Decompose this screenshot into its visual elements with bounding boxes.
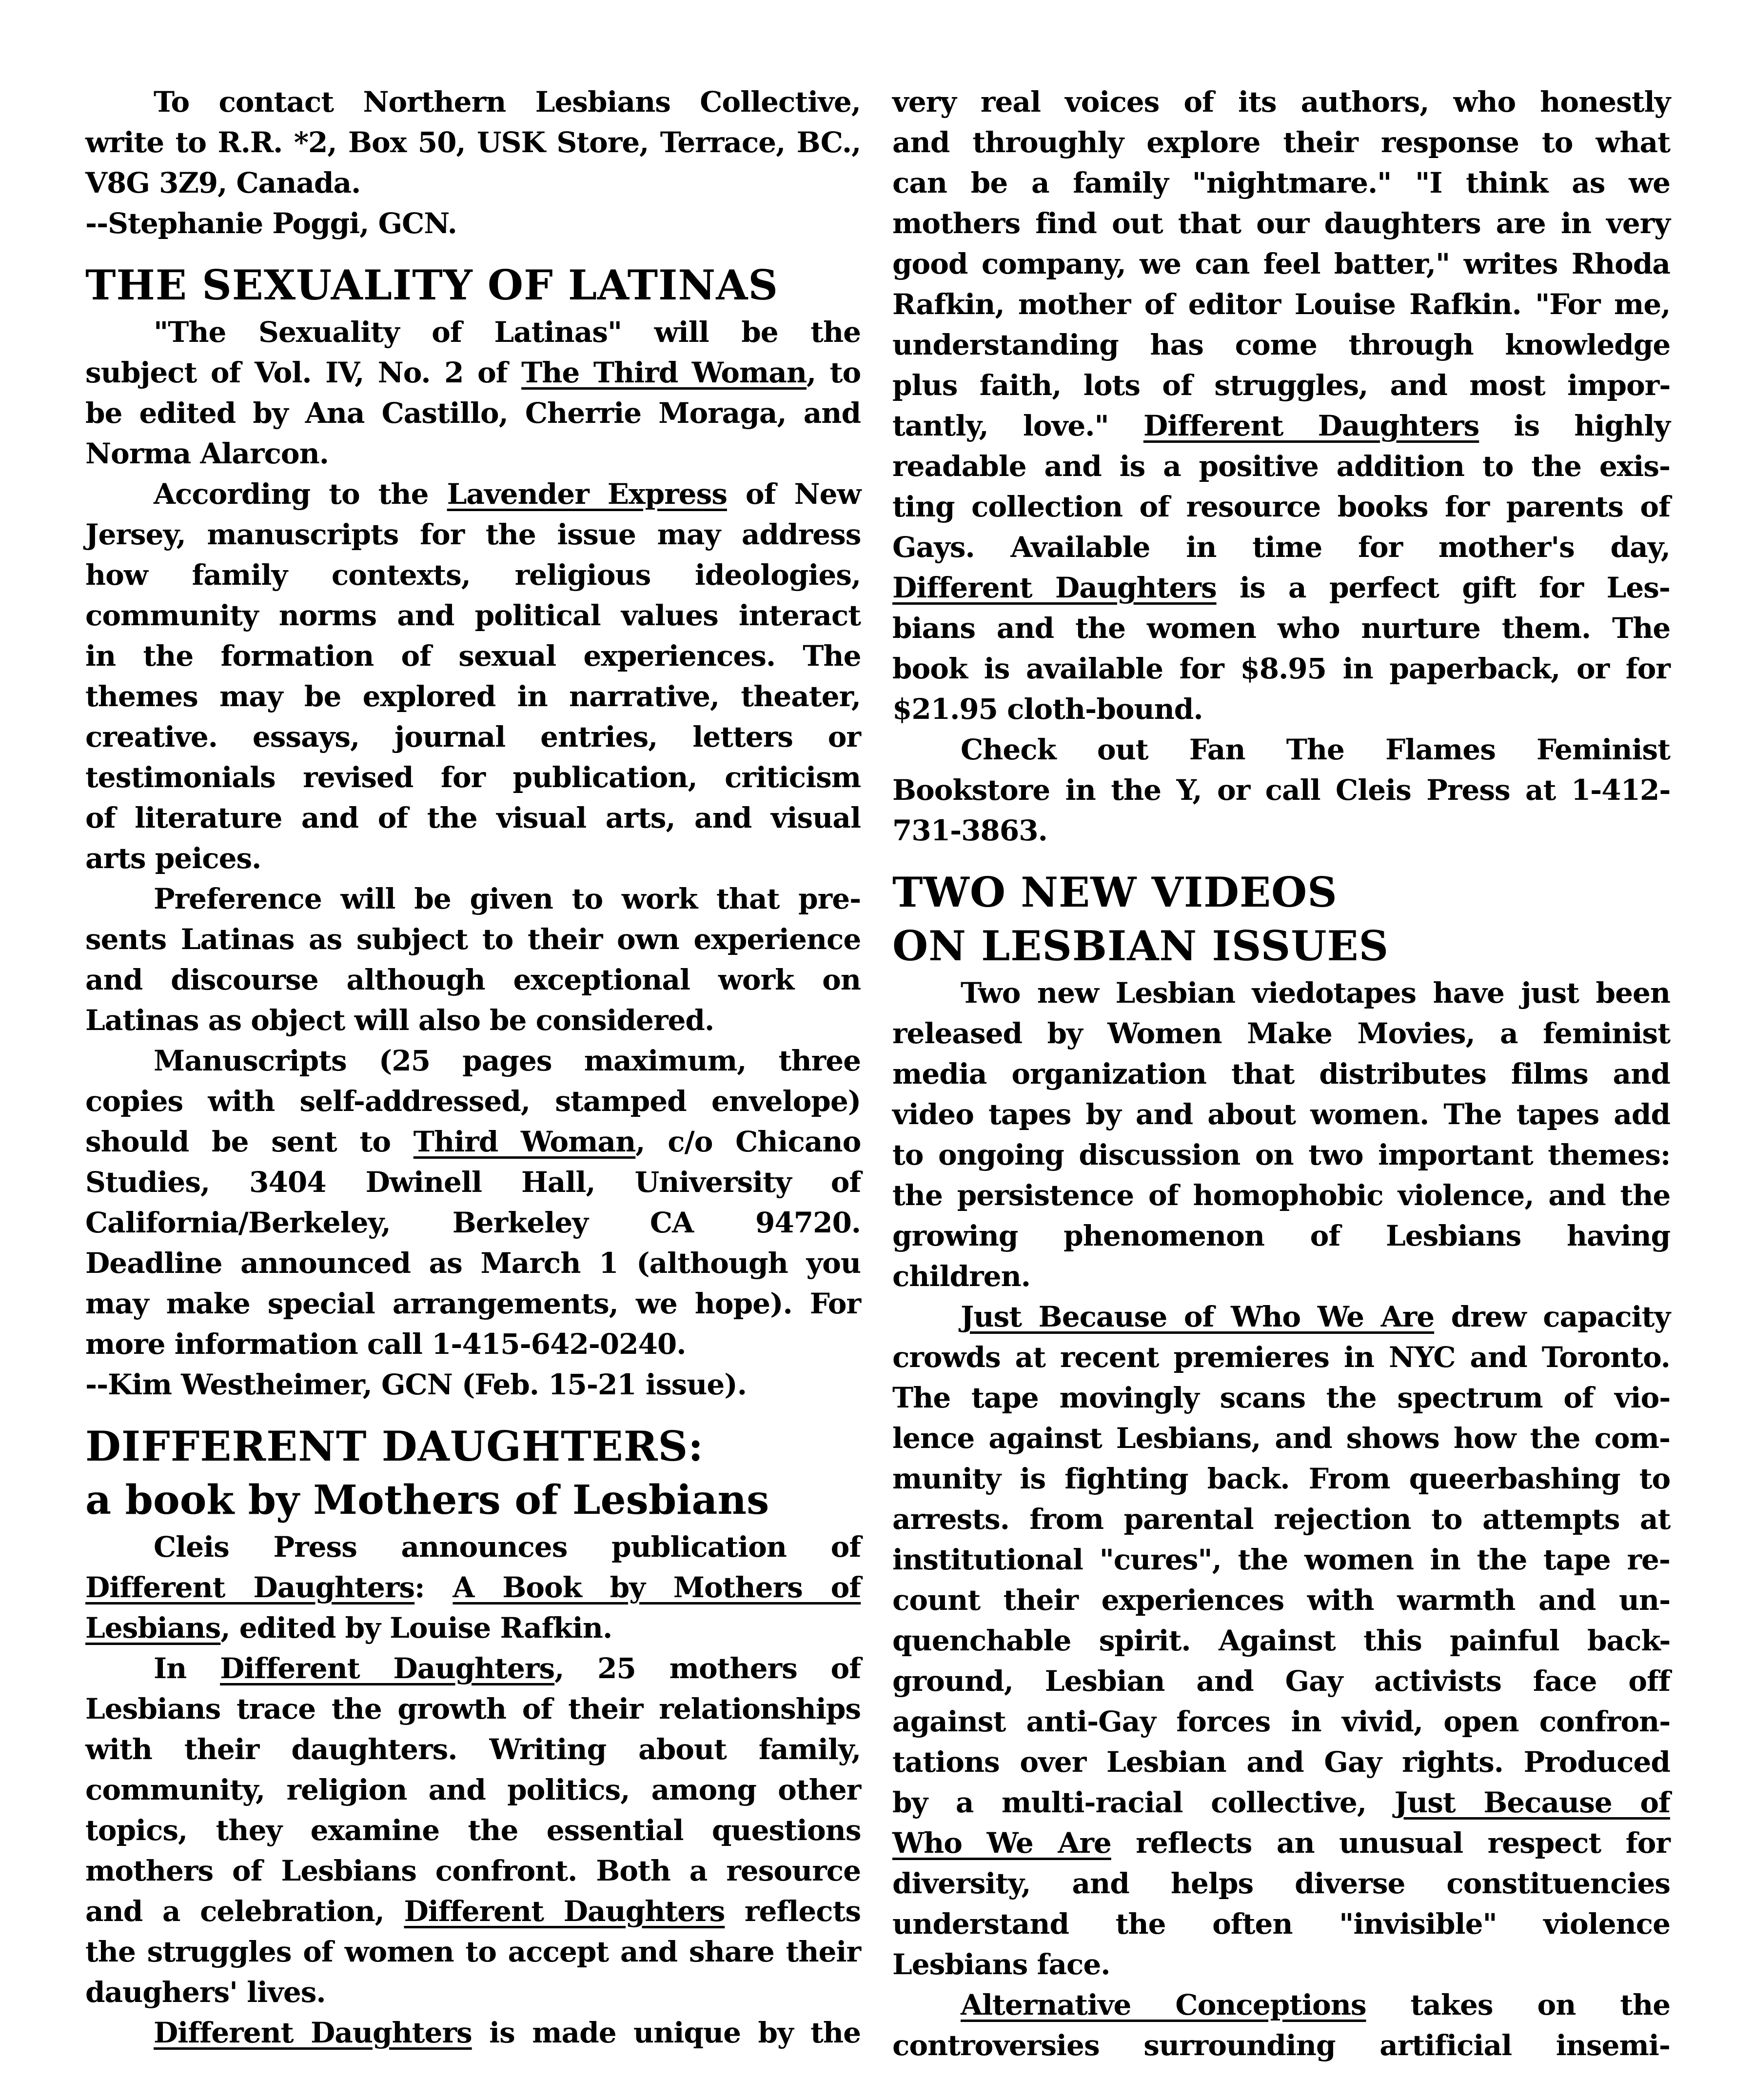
- text-line: the struggles of women to accept and share their: [85, 1935, 861, 1968]
- text-line: Bookstore in the Y, or call Cleis Press at 1-412-: [892, 773, 1671, 807]
- text-run: , 25 mothers of: [554, 1652, 861, 1685]
- text-run: , edited by Louise Rafkin.: [220, 1611, 612, 1644]
- text-line: quenchable spirit. Against this painful back-: [892, 1624, 1671, 1657]
- video-title: Just Because of: [1394, 1786, 1670, 1819]
- text-line: The tape movingly scans the spectrum of vio-: [892, 1381, 1671, 1414]
- text-line: [892, 568, 1670, 608]
- text-line: Lesbians face.: [892, 1948, 1110, 1981]
- text-line: mothers of Lesbians confront. Both a resource: [85, 1854, 861, 1887]
- article-heading-latinas: THE SEXUALITY OF LATINAS: [85, 261, 779, 309]
- text-line: count their experiences with warmth and un-: [892, 1584, 1671, 1617]
- right-column: [892, 82, 1670, 2066]
- text-run: In: [154, 1652, 220, 1685]
- text-line: Rafkin, mother of editor Louise Rafkin. "For me,: [892, 288, 1671, 321]
- text-run: by a multi-racial collective,: [892, 1786, 1395, 1819]
- text-line: plus faith, lots of struggles, and most impor-: [892, 369, 1671, 402]
- text-line: tations over Lesbian and Gay rights. Produced: [892, 1745, 1670, 1779]
- text-line: the persistence of homophobic violence, and the: [892, 1179, 1671, 1212]
- text-run: takes on the: [1366, 1988, 1671, 2021]
- book-title: Different Daughters: [85, 1571, 415, 1604]
- text-run: According to the: [154, 477, 447, 511]
- text-line: munity is fighting back. From queerbashing to: [892, 1462, 1671, 1495]
- text-line: Manuscripts (25 pages maximum, three: [154, 1044, 861, 1077]
- text-run: drew capacity: [1434, 1300, 1671, 1333]
- text-line: [85, 1567, 861, 1608]
- text-line: Gays. Available in time for mother's day,: [892, 531, 1670, 564]
- text-line: community, religion and politics, among other: [85, 1773, 861, 1806]
- article-heading-videos-line2: ON LESBIAN ISSUES: [892, 922, 1389, 970]
- text-line: [85, 1891, 861, 1932]
- text-line: [85, 1648, 861, 1689]
- text-line: California/Berkeley, Berkeley CA 94720.: [85, 1206, 861, 1239]
- text-line: may make special arrangements, we hope). For: [85, 1287, 861, 1320]
- book-title: Different Daughters: [892, 571, 1217, 604]
- text-run: should be sent to: [85, 1125, 414, 1158]
- text-line: be edited by Ana Castillo, Cherrie Moraga, and: [85, 396, 861, 430]
- publication-title: The Third Woman: [521, 356, 807, 389]
- text-line: [85, 1122, 861, 1162]
- text-line: media organization that distributes films and: [892, 1057, 1670, 1090]
- text-line: copies with self-addressed, stamped envelope): [85, 1085, 861, 1118]
- text-line: topics, they examine the essential questions: [85, 1814, 861, 1847]
- text-run: of New: [727, 477, 861, 511]
- text-line: Studies, 3404 Dwinell Hall, University of: [85, 1166, 861, 1199]
- text-run: and a celebration,: [85, 1895, 404, 1928]
- contact-paragraph: [85, 82, 861, 244]
- text-run: reflects: [725, 1895, 861, 1928]
- left-column: [85, 82, 861, 2053]
- article-heading-videos: TWO NEW VIDEOS: [892, 868, 1338, 916]
- text-line: Preference will be given to work that pre-: [154, 882, 861, 915]
- text-line: [892, 1783, 1670, 1823]
- text-line: Two new Lesbian viedotapes have just been: [961, 976, 1671, 1010]
- text-line: ting collection of resource books for parents of: [892, 490, 1671, 523]
- text-line: daughers' lives.: [85, 1976, 326, 2009]
- text-line: understand the often "invisible" violence: [892, 1907, 1670, 1941]
- byline: --Kim Westheimer, GCN (Feb. 15-21 issue).: [85, 1368, 747, 1401]
- text-line: video tapes by and about women. The tapes add: [892, 1098, 1670, 1131]
- text-line: crowds at recent premieres in NYC and Toronto.: [892, 1341, 1670, 1374]
- text-line: understanding has come through knowledge: [892, 328, 1671, 361]
- text-line: 731-3863.: [892, 814, 1047, 847]
- text-run: is a perfect gift for Les-: [1216, 571, 1671, 604]
- text-line: [85, 474, 861, 515]
- text-line: Cleis Press announces publication of: [154, 1530, 861, 1564]
- text-line: and discourse although exceptional work on: [85, 963, 861, 996]
- text-line: themes may be explored in narrative, theater,: [85, 680, 861, 713]
- text-line: diversity, and helps diverse constituencies: [892, 1867, 1670, 1900]
- text-line: [85, 353, 861, 393]
- text-line: Check out Fan The Flames Feminist: [961, 733, 1671, 766]
- text-line: controversies surrounding artificial insemi-: [892, 2029, 1670, 2062]
- text-line: how family contexts, religious ideologies,: [85, 558, 861, 592]
- text-line: To contact Northern Lesbians Collective,: [154, 85, 861, 119]
- text-line: Lesbians trace the growth of their relationships: [85, 1692, 861, 1725]
- text-line: lence against Lesbians, and shows how the com-: [892, 1422, 1671, 1455]
- text-line: with their daughters. Writing about family,: [85, 1733, 861, 1766]
- video-title: Who We Are: [892, 1826, 1111, 1860]
- text-line: [85, 2013, 861, 2053]
- videos-article: [892, 973, 1670, 2066]
- publication-title: Lavender Express: [447, 477, 727, 511]
- text-line: ground, Lesbian and Gay activists face off: [892, 1664, 1670, 1698]
- text-run: , to: [807, 356, 861, 389]
- daughters-article: [85, 1527, 861, 2053]
- text-line: [892, 1297, 1670, 1337]
- latinas-article: [85, 312, 861, 1405]
- text-line: creative. essays, journal entries, letters or: [85, 720, 861, 753]
- text-line: sents Latinas as subject to their own experience: [85, 923, 861, 956]
- article-subheading-daughters: a book by Mothers of Lesbians: [85, 1477, 769, 1524]
- article-heading-daughters: DIFFERENT DAUGHTERS:: [85, 1422, 704, 1470]
- text-line: against anti-Gay forces in vivid, open confron-: [892, 1705, 1671, 1738]
- text-line: bians and the women who nurture them. The: [892, 612, 1671, 645]
- text-line: released by Women Make Movies, a feminist: [892, 1017, 1670, 1050]
- book-subtitle: Lesbians: [85, 1611, 221, 1644]
- text-run: tantly, love.": [892, 409, 1143, 442]
- text-line: can be a family "nightmare." "I think as we: [892, 166, 1670, 199]
- text-line: arts peices.: [85, 842, 261, 875]
- text-run: , c/o Chicano: [635, 1125, 861, 1158]
- text-line: Jersey, manuscripts for the issue may address: [85, 518, 861, 551]
- text-line: institutional "cures", the women in the tape re-: [892, 1543, 1670, 1576]
- text-line: "The Sexuality of Latinas" will be the: [154, 316, 861, 349]
- byline: --Stephanie Poggi, GCN.: [85, 207, 457, 240]
- text-line: and throughly explore their response to what: [892, 126, 1670, 159]
- text-line: children.: [892, 1260, 1030, 1293]
- video-title: Alternative Conceptions: [961, 1988, 1366, 2021]
- text-line: write to R.R. *2, Box 50, USK Store, Terrace, BC.,: [85, 126, 861, 159]
- text-run: is made unique by the: [472, 2016, 861, 2049]
- text-line: $21.95 cloth-bound.: [892, 693, 1203, 726]
- daughters-article-continued: [892, 82, 1670, 851]
- text-line: in the formation of sexual experiences. The: [85, 639, 861, 673]
- text-line: V8G 3Z9, Canada.: [85, 166, 361, 199]
- text-line: book is available for $8.95 in paperback, or for: [892, 652, 1670, 685]
- text-run: is highly: [1479, 409, 1671, 442]
- text-line: readable and is a positive addition to the exis-: [892, 450, 1671, 483]
- text-line: Latinas as object will also be considered.: [85, 1004, 714, 1037]
- text-line: [85, 1608, 861, 1648]
- text-line: [892, 406, 1670, 446]
- book-title: Different Daughters: [1143, 409, 1479, 442]
- book-subtitle: A Book by Mothers of: [453, 1571, 861, 1604]
- text-line: growing phenomenon of Lesbians having: [892, 1219, 1671, 1252]
- publication-title: Third Woman: [413, 1125, 636, 1158]
- video-title: Just Because of Who We Are: [961, 1300, 1435, 1333]
- book-title: Different Daughters: [154, 2016, 472, 2049]
- text-line: of literature and of the visual arts, and visual: [85, 801, 861, 834]
- text-line: Norma Alarcon.: [85, 437, 329, 470]
- text-line: very real voices of its authors, who honestly: [892, 85, 1671, 119]
- text-run: subject of Vol. IV, No. 2 of: [85, 356, 522, 389]
- text-line: [892, 1823, 1670, 1863]
- book-title: Different Daughters: [220, 1652, 555, 1685]
- text-line: community norms and political values interact: [85, 599, 861, 632]
- text-line: testimonials revised for publication, criticism: [85, 761, 861, 794]
- text-line: good company, we can feel batter," writes Rhoda: [892, 247, 1670, 280]
- text-line: Deadline announced as March 1 (although you: [85, 1247, 861, 1280]
- text-run: reflects an unusual respect for: [1111, 1826, 1670, 1860]
- text-line: arrests. from parental rejection to attempts at: [892, 1503, 1671, 1536]
- text-line: [892, 1985, 1670, 2025]
- text-line: more information call 1-415-642-0240.: [85, 1327, 686, 1361]
- text-run: :: [414, 1571, 453, 1604]
- book-title: Different Daughters: [404, 1895, 725, 1928]
- text-line: to ongoing discussion on two important themes:: [892, 1138, 1671, 1171]
- text-line: mothers find out that our daughters are in very: [892, 207, 1670, 240]
